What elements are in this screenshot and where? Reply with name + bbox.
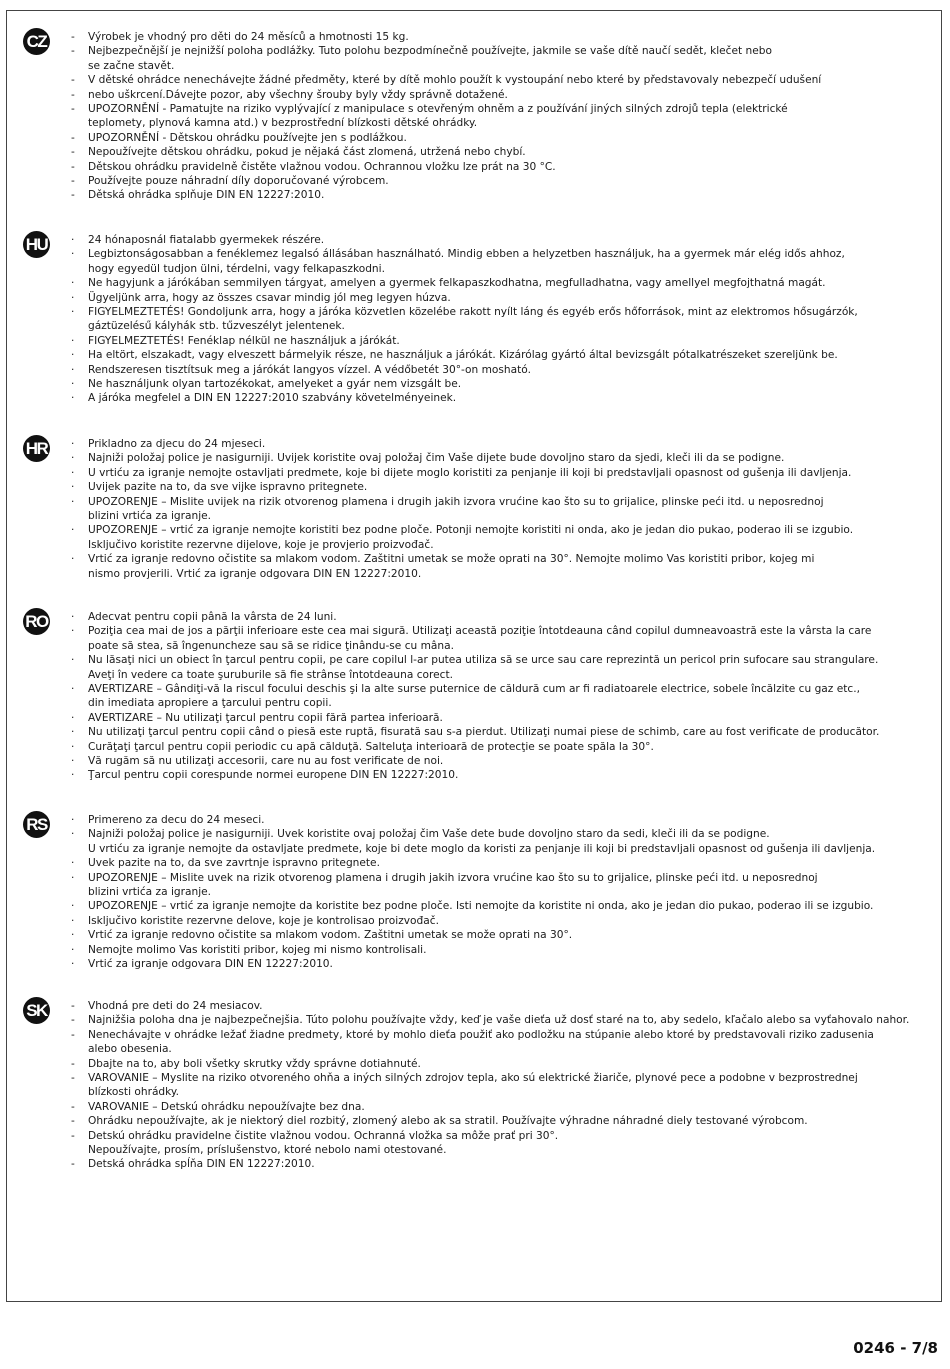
- list-item: [71, 682, 931, 711]
- bullet-dash: ·: [71, 524, 75, 537]
- bullet-dash: ·: [71, 452, 75, 465]
- list-item: [71, 437, 931, 451]
- list-item: [71, 88, 931, 102]
- instruction-list: [71, 233, 931, 406]
- list-item: [71, 348, 931, 362]
- language-badge-ro: RO: [23, 608, 50, 635]
- item-text: Prikladno za djecu do 24 mjeseci.: [88, 438, 266, 450]
- item-text: Ha eltört, elszakadt, vagy elveszett bármelyik része, ne használjuk a járókát. Kizárólag gyártó által bevizsgált pótalkatrészeket szereljünk be.: [88, 349, 838, 362]
- item-text: Ţarcul pentru copii corespunde normei europene DIN EN 12227:2010.: [88, 769, 459, 782]
- language-badge-hu: HU: [23, 231, 50, 258]
- item-text: Dbajte na to, aby boli všetky skrutky vždy správne dotiahnuté.: [88, 1057, 421, 1070]
- item-text: Nu lăsaţi nici un obiect în ţarcul pentru copii, pe care copilul l-ar putea utiliza să se urce sau care reprezintă un pericol prin sufocare sau strangulare. Aveţi în vedere ca toate şuruburile să fie strânse întotdeauna corect.: [88, 654, 879, 681]
- list-item: [71, 725, 931, 739]
- item-text: UPOZORENJE – Mislite uvijek na rizik otvorenog plamena i drugih jakih izvora vrućine kao što su to grijalice, plinske peći itd. u neposrednoj blizini vrtića za igranje.: [88, 495, 824, 523]
- list-item: [71, 188, 931, 202]
- item-text: AVERTIZARE – Nu utilizaţi ţarcul pentru copii fără partea inferioară.: [88, 711, 443, 724]
- list-item: [71, 914, 931, 928]
- list-item: [71, 391, 931, 405]
- list-item: [71, 1129, 931, 1158]
- item-text: Primereno za decu do 24 meseci.: [88, 814, 265, 826]
- item-text: Nepoužívejte dětskou ohrádku, pokud je nějaká část zlomená, utržená nebo chybí.: [88, 146, 526, 159]
- bullet-dash: -: [71, 1028, 75, 1041]
- list-item: [71, 957, 931, 971]
- bullet-dash: ·: [71, 726, 75, 739]
- item-text: FIGYELMEZTETÉS! Fenéklap nélkül ne használjuk a járókát.: [88, 334, 400, 347]
- list-item: [71, 610, 931, 624]
- bullet-dash: ·: [71, 495, 75, 508]
- item-text: nebo uškrcení.Dávejte pozor, aby všechny šrouby byly vždy správně dotažené.: [88, 88, 508, 101]
- list-item: [71, 754, 931, 768]
- bullet-dash: ·: [71, 277, 75, 290]
- list-item: [71, 160, 931, 174]
- language-badge-cz: CZ: [23, 28, 50, 55]
- list-item: [71, 334, 931, 348]
- item-text: Nemojte molimo Vas koristiti pribor, kojeg mi nismo kontrolisali.: [88, 943, 427, 956]
- item-text: Ügyeljünk arra, hogy az összes csavar mindig jól meg legyen húzva.: [88, 291, 451, 304]
- list-item: [71, 174, 931, 188]
- item-text: U vrtiću za igranje nemojte ostavljati predmete, koje bi dijete moglo koristiti za penjanje ili koji bi predstavljali opasnost od gušenja ili davljenja.: [88, 466, 852, 479]
- list-item: [71, 131, 931, 145]
- list-item: [71, 480, 931, 494]
- item-text: UPOZORNĚNÍ - Dětskou ohrádku používejte jen s podlážkou.: [88, 131, 407, 144]
- item-text: UPOZORENJE – vrtić za igranje nemojte da koristite bez podne ploče. Isti nemojte da koristite ni onda, ako je jedan dio pukao, poderao ili se izgubio.: [88, 900, 874, 913]
- bullet-dash: ·: [71, 958, 75, 971]
- item-text: Nenechávajte v ohrádke ležať žiadne predmety, ktoré by mohlo dieťa použiť ako podložku na stúpanie alebo ktoré by predstavovali riziko zadusenia alebo obesenia.: [88, 1028, 874, 1056]
- item-text: Nejbezpečnější je nejnižší poloha podlážky. Tuto polohu bezpodmínečně používejte, jakmile se vaše dítě naučí sedět, klečet nebo se začne stavět.: [88, 45, 772, 72]
- bullet-dash: ·: [71, 611, 75, 623]
- list-item: [71, 1100, 931, 1114]
- bullet-dash: ·: [71, 654, 75, 667]
- item-text: VAROVANIE – Detskú ohrádku nepoužívajte bez dna.: [88, 1100, 365, 1113]
- bullet-dash: ·: [71, 814, 75, 826]
- item-text: Vrtić za igranje redovno očistite sa mlakom vodom. Zaštitni umetak se može oprati na 30°.: [88, 929, 573, 942]
- bullet-dash: -: [71, 1115, 75, 1128]
- list-item: [71, 928, 931, 942]
- item-text: A járóka megfelel a DIN EN 12227:2010 szabvány követelményeinek.: [88, 392, 457, 405]
- list-item: [71, 711, 931, 725]
- list-item: [71, 1013, 931, 1027]
- list-item: [71, 943, 931, 957]
- item-text: UPOZORNĚNÍ - Pamatujte na riziko vyplývající z manipulace s otevřeným ohněm a z používání jiných silných zdrojů tepla (elektrické teplomety, plynová kamna atd.) v bezprostřední blízkosti dětské ohrádky.: [88, 103, 788, 130]
- bullet-dash: -: [71, 160, 75, 173]
- item-text: UPOZORENJE – vrtić za igranje nemojte koristiti bez podne ploče. Potonji nemojte koristiti ni onda, ako je jedan dio pukao, poderao ili se izgubio. Isključivo koristite rezervne dijelove, koje je provjerio proizvođač.: [88, 524, 854, 551]
- bullet-dash: -: [71, 103, 75, 116]
- item-text: Ne hagyjunk a járókában semmilyen tárgyat, amelyen a gyermek felkapaszkodhatna, megfulladhatna, vagy amellyel megfojthatná magát.: [88, 277, 826, 290]
- item-text: Curăţaţi ţarcul pentru copii periodic cu apă călduţă. Salteluţa interioară de protecţie se poate spăla la 30°.: [88, 740, 654, 753]
- item-text: Legbiztonságosabban a fenéklemez legalsó állásában használható. Mindig ebben a helyzetben használjuk, ha a gyermek már elég idős ahhoz, hogy egyedül tudjon ülni, térdelni, vagy felkapaszkodni.: [88, 248, 845, 275]
- bullet-dash: ·: [71, 378, 75, 391]
- bullet-dash: -: [71, 189, 75, 202]
- bullet-dash: ·: [71, 438, 75, 450]
- item-text: FIGYELMEZTETÉS! Gondoljunk arra, hogy a járóka közvetlen közelébe rakott nyílt láng és egyéb erős hőforrások, mint az elektromos hősugárzók, gáztüzelésű kályhák stb. tűzveszélyt jelentenek.: [88, 306, 858, 333]
- bullet-dash: -: [71, 1000, 75, 1012]
- bullet-dash: ·: [71, 755, 75, 768]
- language-badge-hr: HR: [23, 435, 50, 462]
- list-item: [71, 813, 931, 827]
- item-text: Vrtić za igranje odgovara DIN EN 12227:2010.: [88, 958, 333, 971]
- bullet-dash: -: [71, 45, 75, 58]
- list-item: [71, 466, 931, 480]
- list-item: [71, 247, 931, 276]
- list-item: [71, 740, 931, 754]
- bullet-dash: -: [71, 88, 75, 101]
- list-item: [71, 233, 931, 247]
- language-badge-sk: SK: [23, 997, 50, 1024]
- list-item: [71, 451, 931, 465]
- bullet-dash: ·: [71, 828, 75, 841]
- instruction-list: [71, 999, 931, 1172]
- list-item: [71, 1057, 931, 1071]
- bullet-dash: -: [71, 1129, 75, 1142]
- list-item: [71, 30, 931, 44]
- bullet-dash: ·: [71, 740, 75, 753]
- item-text: Najniži položaj police je nasigurniji. Uvek koristite ovaj položaj čim Vaše dete bude dovoljno staro da sedi, kleči ili da se podigne. U vrtiću za igranje nemojte da ostavljate predmete, koje bi dete moglo da koristi za penjanje ili koji bi predstavljali opasnost od gušenja ili davljenja.: [88, 828, 876, 855]
- bullet-dash: -: [71, 1072, 75, 1085]
- bullet-dash: ·: [71, 291, 75, 304]
- list-item: [71, 1114, 931, 1128]
- bullet-dash: -: [71, 1100, 75, 1113]
- bullet-dash: ·: [71, 900, 75, 913]
- bullet-dash: -: [71, 131, 75, 144]
- bullet-dash: ·: [71, 306, 75, 319]
- list-item: [71, 653, 931, 682]
- item-text: Najnižšia poloha dna je najbezpečnejšia. Túto polohu používajte vždy, keď je vaše dieťa už dosť staré na to, aby sedelo, kľačalo alebo sa vyťahovalo nahor.: [88, 1014, 910, 1027]
- list-item: [71, 102, 931, 131]
- item-text: Výrobek je vhodný pro děti do 24 měsíců a hmotnosti 15 kg.: [88, 31, 409, 43]
- instruction-list: [71, 437, 931, 581]
- item-text: Detská ohrádka spĺňa DIN EN 12227:2010.: [88, 1158, 315, 1171]
- bullet-dash: ·: [71, 466, 75, 479]
- item-text: Detskú ohrádku pravidelne čistite vlažnou vodou. Ochranná vložka sa môže prať pri 30°. Nepoužívajte, prosím, príslušenstvo, ktoré nebolo nami otestované.: [88, 1129, 559, 1157]
- bullet-dash: ·: [71, 711, 75, 724]
- bullet-dash: ·: [71, 363, 75, 376]
- bullet-dash: ·: [71, 943, 75, 956]
- item-text: UPOZORENJE – Mislite uvek na rizik otvorenog plamena i drugih jakih izvora vrućine kao što su to grijalice, plinske peći itd. u neposrednoj blizini vrtića za igranje.: [88, 871, 818, 899]
- bullet-dash: -: [71, 146, 75, 159]
- list-item: [71, 1157, 931, 1171]
- bullet-dash: ·: [71, 334, 75, 347]
- item-text: Poziţia cea mai de jos a părţii inferioare este cea mai sigură. Utilizaţi această poziţie întotdeauna când copilul dumneavoastră este la vârsta la care poate să stea, să îngenuncheze sau să se ridice ţinându-se cu mâna.: [88, 625, 872, 652]
- item-text: Vă rugăm să nu utilizaţi accesorii, care nu au fost verificate de noi.: [88, 755, 444, 768]
- list-item: [71, 363, 931, 377]
- page-number: 0246 - 7/8: [853, 1339, 938, 1357]
- bullet-dash: -: [71, 31, 75, 43]
- list-item: [71, 276, 931, 290]
- item-text: Uvijek pazite na to, da sve vijke ispravno pritegnete.: [88, 481, 368, 494]
- bullet-dash: -: [71, 1158, 75, 1171]
- bullet-dash: ·: [71, 248, 75, 261]
- list-item: [71, 871, 931, 900]
- bullet-dash: ·: [71, 929, 75, 942]
- item-text: Nu utilizaţi ţarcul pentru copii când o piesă este ruptă, fisurată sau s-a pierdut. Utilizaţi numai piese de schimb, care au fost verificate de producător.: [88, 726, 880, 739]
- item-text: Používejte pouze náhradní díly doporučované výrobcem.: [88, 175, 389, 188]
- bullet-dash: ·: [71, 481, 75, 494]
- item-text: V dětské ohrádce nenechávejte žádné předměty, které by dítě mohlo použít k vystoupání nebo které by představovaly nebezpečí udušení: [88, 74, 822, 87]
- list-item: [71, 552, 931, 581]
- page-frame: [6, 10, 942, 1302]
- item-text: Isključivo koristite rezervne delove, koje je kontrolisao proizvođač.: [88, 914, 439, 927]
- instruction-list: [71, 30, 931, 203]
- bullet-dash: ·: [71, 349, 75, 362]
- bullet-dash: ·: [71, 857, 75, 870]
- item-text: 24 hónaposnál fiatalabb gyermekek részére.: [88, 234, 325, 246]
- bullet-dash: ·: [71, 553, 75, 566]
- bullet-dash: ·: [71, 769, 75, 782]
- bullet-dash: -: [71, 74, 75, 87]
- item-text: Najniži položaj police je nasigurniji. Uvijek koristite ovaj položaj čim Vaše dijete bude dovoljno staro da sjedi, kleči ili da se podigne.: [88, 452, 785, 465]
- list-item: [71, 1028, 931, 1057]
- list-item: [71, 44, 931, 73]
- bullet-dash: ·: [71, 871, 75, 884]
- list-item: [71, 999, 931, 1013]
- bullet-dash: ·: [71, 625, 75, 638]
- instruction-list: [71, 610, 931, 783]
- item-text: Adecvat pentru copii până la vârsta de 24 luni.: [88, 611, 337, 623]
- list-item: [71, 73, 931, 87]
- item-text: Ne használjunk olyan tartozékokat, amelyeket a gyár nem vizsgált be.: [88, 378, 462, 391]
- item-text: Vrtić za igranje redovno očistite sa mlakom vodom. Zaštitni umetak se može oprati na 30°. Nemojte molimo Vas koristiti pribor, kojeg mi nismo provjerili. Vrtić za igranje odgovara DIN EN 12227:2010.: [88, 553, 815, 580]
- list-item: [71, 305, 931, 334]
- bullet-dash: ·: [71, 683, 75, 696]
- item-text: Rendszeresen tisztítsuk meg a járókát langyos vízzel. A védőbetét 30°-on mosható.: [88, 363, 531, 376]
- item-text: Ohrádku nepoužívajte, ak je niektorý diel rozbitý, zlomený alebo ak sa stratil. Používajte výhradne náhradné diely testované výrobcom.: [88, 1115, 808, 1128]
- list-item: [71, 624, 931, 653]
- list-item: [71, 827, 931, 856]
- list-item: [71, 1071, 931, 1100]
- list-item: [71, 768, 931, 782]
- list-item: [71, 377, 931, 391]
- item-text: VAROVANIE – Myslite na riziko otvoreného ohňa a iných silných zdrojov tepla, ako sú elektrické žiariče, plynové pece a podobne v bezprostrednej blízkosti ohrádky.: [88, 1072, 858, 1099]
- list-item: [71, 291, 931, 305]
- bullet-dash: ·: [71, 392, 75, 405]
- list-item: [71, 495, 931, 524]
- language-badge-rs: RS: [23, 811, 50, 838]
- list-item: [71, 523, 931, 552]
- list-item: [71, 899, 931, 913]
- item-text: Vhodná pre deti do 24 mesiacov.: [88, 1000, 263, 1012]
- bullet-dash: ·: [71, 914, 75, 927]
- bullet-dash: ·: [71, 234, 75, 246]
- list-item: [71, 856, 931, 870]
- bullet-dash: -: [71, 175, 75, 188]
- item-text: Uvek pazite na to, da sve zavrtnje ispravno pritegnete.: [88, 857, 380, 870]
- item-text: Dětskou ohrádku pravidelně čistěte vlažnou vodou. Ochrannou vložku lze prát na 30 °C.: [88, 160, 556, 173]
- item-text: Dětská ohrádka splňuje DIN EN 12227:2010.: [88, 189, 325, 202]
- bullet-dash: -: [71, 1057, 75, 1070]
- item-text: AVERTIZARE – Gândiţi-vă la riscul focului deschis şi la alte surse puternice de căldură cum ar fi radiatoarele electrice, sobele încălzite cu gaz etc., din imediata apropiere a ţarcului pentru copii.: [88, 683, 860, 710]
- list-item: [71, 145, 931, 159]
- instruction-list: [71, 813, 931, 971]
- bullet-dash: -: [71, 1014, 75, 1027]
